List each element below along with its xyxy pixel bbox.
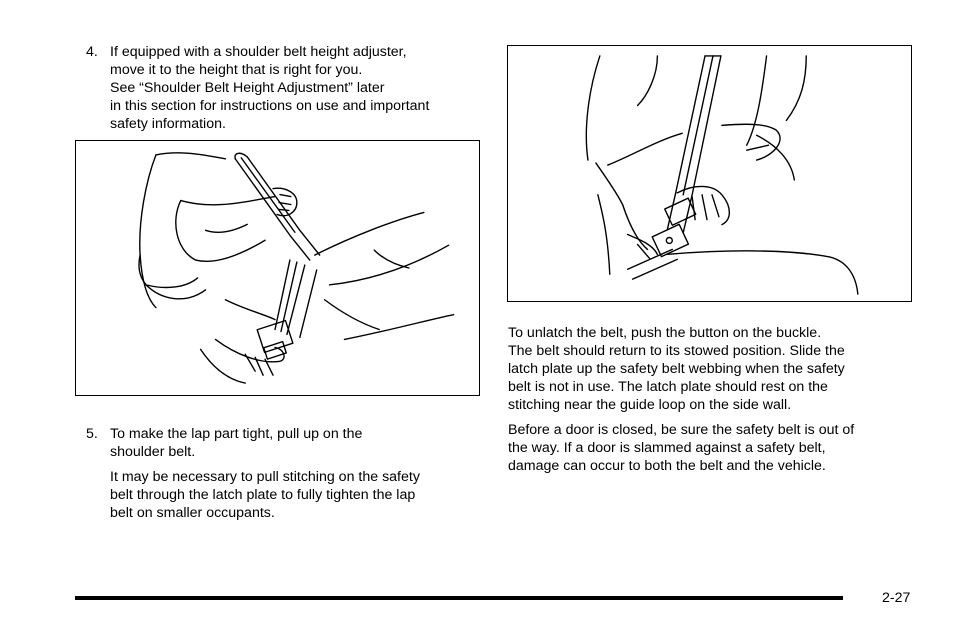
door-warning-line: the way. If a door is slammed against a safety belt, bbox=[508, 440, 826, 456]
step-5-note-line: belt on smaller occupants. bbox=[110, 505, 275, 521]
step-5-note-line: It may be necessary to pull stitching on the safety bbox=[110, 469, 420, 485]
unlatch-line: To unlatch the belt, push the button on the buckle. bbox=[508, 325, 822, 341]
page-number: 2-27 bbox=[882, 590, 911, 606]
illustration-tighten-lap-belt bbox=[75, 140, 480, 396]
door-warning-line: Before a door is closed, be sure the safety belt is out of bbox=[508, 422, 855, 438]
unlatch-line: belt is not in use. The latch plate should rest on the bbox=[508, 379, 828, 395]
step-4-line: safety information. bbox=[110, 116, 226, 132]
step-4 bbox=[86, 43, 486, 133]
step-5-number: 5. bbox=[86, 426, 98, 442]
unlatch-line: stitching near the guide loop on the side wall. bbox=[508, 397, 792, 413]
step-5-line: shoulder belt. bbox=[110, 444, 196, 460]
unlatch-line: The belt should return to its stowed position. Slide the bbox=[508, 343, 845, 359]
step-5-line: To make the lap part tight, pull up on the bbox=[110, 426, 363, 442]
step-4-line: move it to the height that is right for you. bbox=[110, 62, 363, 78]
step-4-number: 4. bbox=[86, 44, 98, 60]
unlatch-line: latch plate up the safety belt webbing when the safety bbox=[508, 361, 845, 377]
step-5 bbox=[86, 425, 486, 522]
illustration-unlatch-buckle bbox=[507, 45, 912, 302]
unlatch-instructions bbox=[508, 324, 908, 475]
step-4-line: in this section for instructions on use and important bbox=[110, 98, 430, 114]
step-5-note-line: belt through the latch plate to fully tighten the lap bbox=[110, 487, 416, 503]
footer-rule bbox=[75, 596, 843, 600]
step-4-line: If equipped with a shoulder belt height adjuster, bbox=[110, 44, 407, 60]
step-4-line: See “Shoulder Belt Height Adjustment” later bbox=[110, 80, 385, 96]
door-warning-line: damage can occur to both the belt and the vehicle. bbox=[508, 458, 826, 474]
